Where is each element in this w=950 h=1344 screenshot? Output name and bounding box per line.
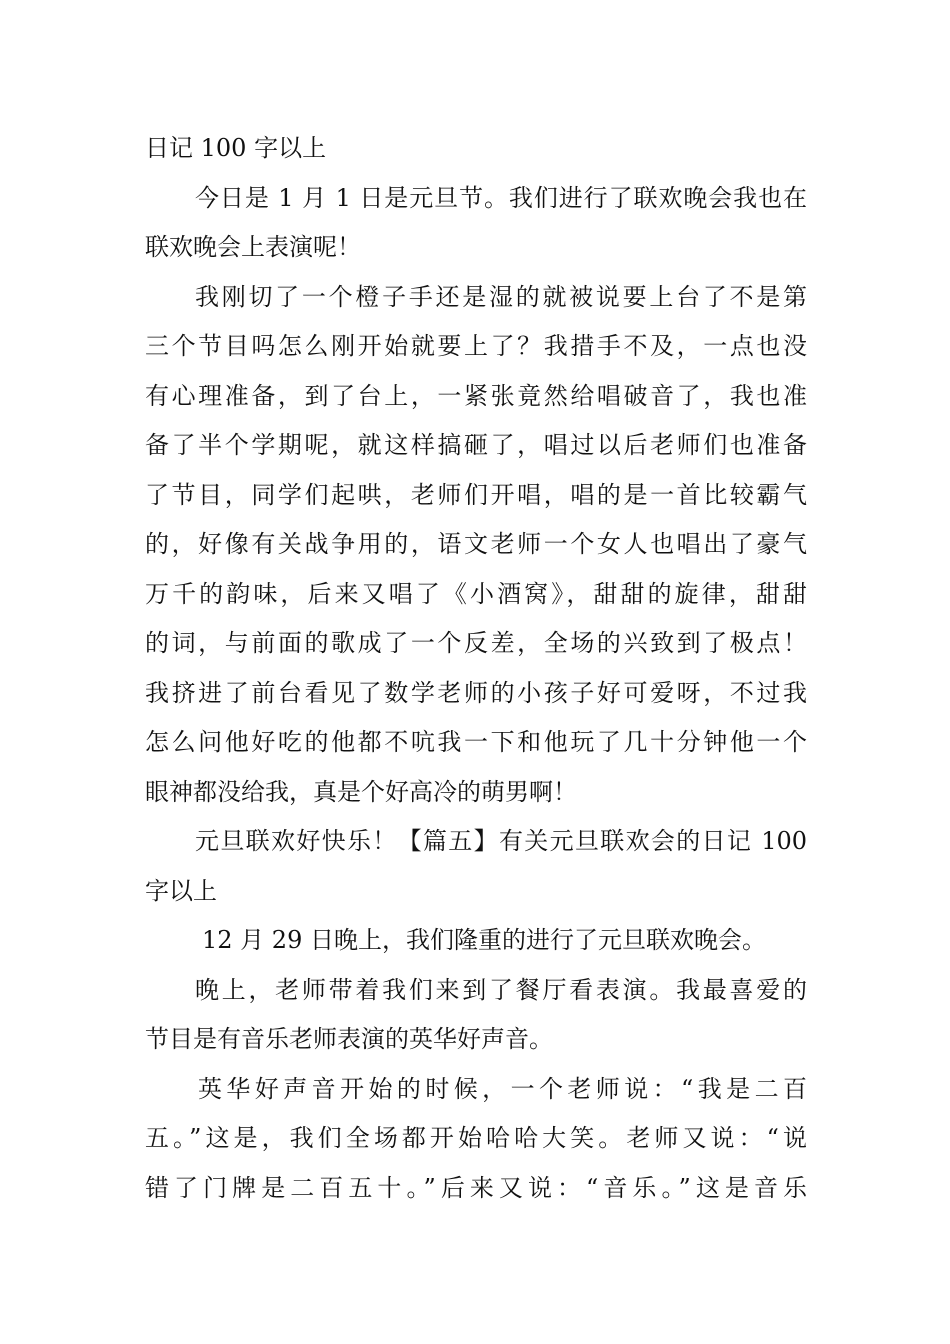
text-line: 错了门牌是二百五十。”后来又说：“音乐。”这是音乐 — [145, 1173, 807, 1202]
text-line: 晚上，老师带着我们来到了餐厅看表演。我最喜爱的 — [195, 975, 807, 1004]
text-line: 英华好声音开始的时候，一个老师说：“我是二百 — [198, 1074, 807, 1103]
document-body — [145, 124, 807, 1213]
text-line: 字以上 — [145, 876, 217, 905]
text-line: 12 月 29 日晚上，我们隆重的进行了元旦联欢晚会。 — [202, 926, 766, 954]
text-line: 万千的韵味，后来又唱了《小酒窝》，甜甜的旋律，甜甜 — [145, 579, 807, 608]
text-line: 节目是有音乐老师表演的英华好声音。 — [145, 1025, 553, 1053]
text-line: 三个节目吗怎么刚开始就要上了？我措手不及，一点也没 — [145, 332, 807, 360]
text-line: 有心理准备，到了台上，一紧张竟然给唱破音了，我也准 — [145, 381, 807, 410]
text-line: 的，好像有关战争用的，语文老师一个女人也唱出了豪气 — [145, 530, 807, 558]
text-line: 怎么问他好吃的他都不吭我一下和他玩了几十分钟他一个 — [145, 728, 807, 756]
text-line: 备了半个学期呢，就这样搞砸了，唱过以后老师们也准备 — [145, 431, 807, 459]
text-line: 今日是 1 月 1 日是元旦节。我们进行了联欢晚会我也在 — [195, 183, 807, 212]
text-line: 我挤进了前台看见了数学老师的小孩子好可爱呀，不过我 — [145, 678, 807, 707]
text-line: 了节目，同学们起哄，老师们开唱，唱的是一首比较霸气 — [145, 480, 807, 509]
text-line: 五。”这是，我们全场都开始哈哈大笑。老师又说：“说 — [145, 1124, 807, 1152]
text-line: 的词，与前面的歌成了一个反差，全场的兴致到了极点！ — [145, 629, 807, 657]
text-line: 眼神都没给我，真是个好高冷的萌男啊！ — [145, 777, 577, 806]
text-line: 日记 100 字以上 — [145, 134, 327, 162]
text-line: 元旦联欢好快乐！【篇五】有关元旦联欢会的日记 100 — [195, 827, 807, 855]
text-line: 我刚切了一个橙子手还是湿的就被说要上台了不是第 — [195, 282, 807, 311]
text-line: 联欢晚会上表演呢！ — [145, 233, 361, 261]
